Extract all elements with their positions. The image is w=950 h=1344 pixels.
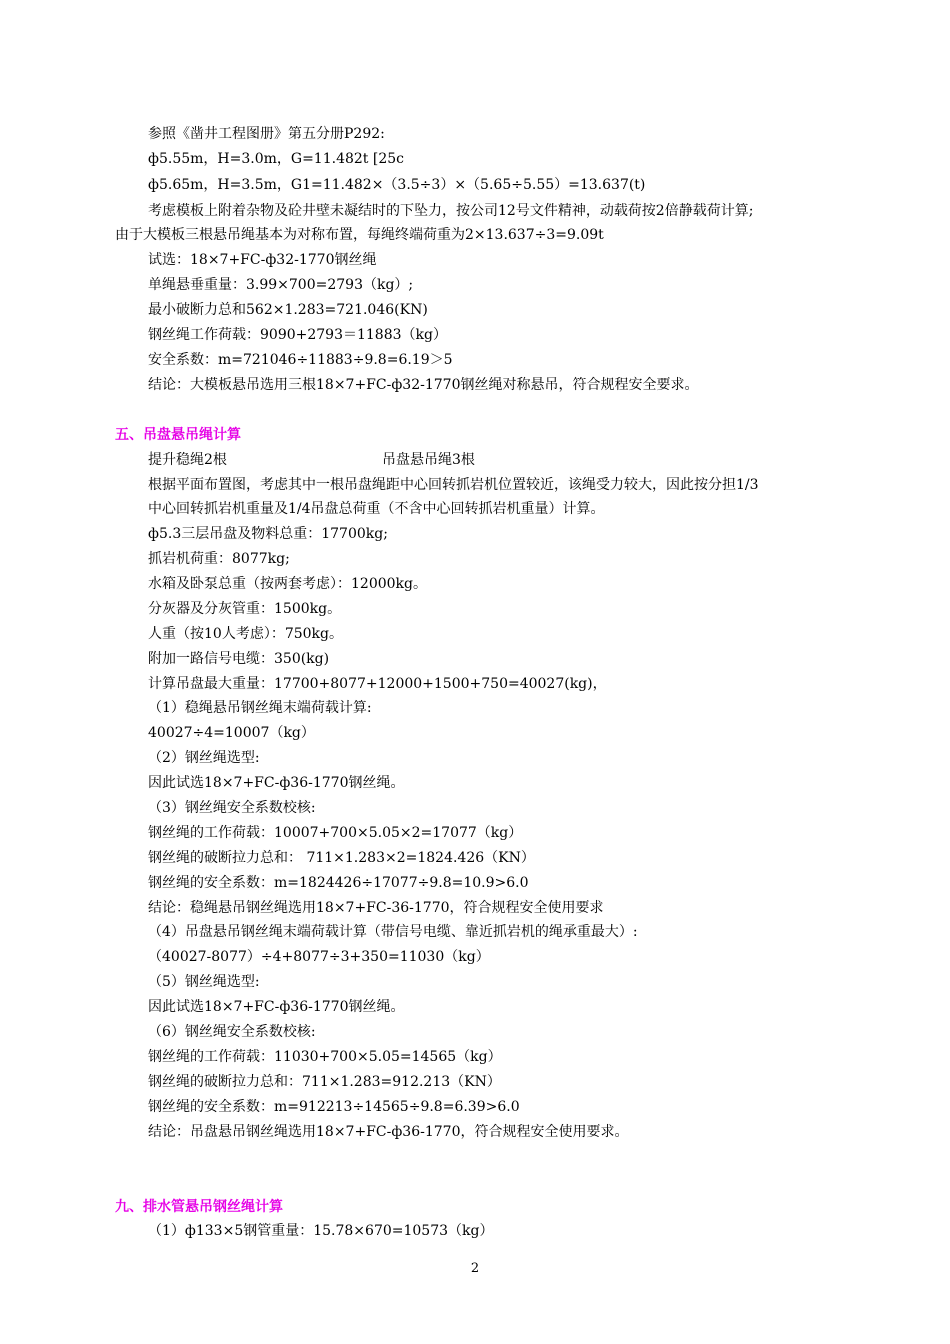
text-line: （1）稳绳悬吊钢丝绳末端荷载计算: [148, 700, 372, 716]
text-line: （3）钢丝绳安全系数校核: [148, 800, 316, 816]
text-line: （4）吊盘悬吊钢丝绳末端荷载计算（带信号电缆、靠近抓岩机的绳承重最大）: [148, 924, 638, 940]
text-line: 考虑模板上附着杂物及砼井壁未凝结时的下坠力，按公司12号文件精神，动载荷按2倍静载荷计算; [148, 203, 754, 219]
text-line: 安全系数：m=721046÷11883÷9.8=6.19＞5 [148, 352, 453, 368]
page-number: 2 [470, 1261, 480, 1276]
text-line: 最小破断力总和562×1.283=721.046(KN) [148, 302, 428, 318]
text-line: 钢丝绳工作荷载：9090+2793＝11883（kg） [148, 327, 447, 343]
text-line: 因此试选18×7+FC-ф36-1770钢丝绳。 [148, 999, 405, 1015]
text-line: 由于大模板三根悬吊绳基本为对称布置，每绳终端荷重为2×13.637÷3=9.09t [115, 227, 604, 243]
text-line: 钢丝绳的工作荷载：11030+700×5.05=14565（kg） [148, 1049, 502, 1065]
text-line: 人重（按10人考虑）：750kg。 [148, 626, 343, 642]
text-line: 抓岩机荷重：8077kg; [148, 551, 290, 567]
text-line: 因此试选18×7+FC-ф36-1770钢丝绳。 [148, 775, 405, 791]
text-line: 40027÷4=10007（kg） [148, 725, 315, 741]
text-line: 水箱及卧泵总重（按两套考虑）：12000kg。 [148, 576, 427, 592]
text-line: 附加一路信号电缆：350(kg) [148, 651, 330, 667]
text-line: 计算吊盘最大重量：17700+8077+12000+1500+750=40027(kg)， [148, 676, 607, 692]
conclusion-line: 结论：吊盘悬吊钢丝绳选用18×7+FC-ф36-1770，符合规程安全使用要求。 [148, 1124, 629, 1140]
text-line: （6）钢丝绳安全系数校核: [148, 1024, 316, 1040]
text-line: 根据平面布置图，考虑其中一根吊盘绳距中心回转抓岩机位置较近，该绳受力较大，因此按分担1/3 [148, 477, 759, 493]
text-line: 钢丝绳的工作荷载：10007+700×5.05×2=17077（kg） [148, 825, 523, 841]
text-line: （2）钢丝绳选型: [148, 750, 260, 766]
text-line: （5）钢丝绳选型: [148, 974, 260, 990]
text-line: 钢丝绳的破断拉力总和：711×1.283=912.213（KN） [148, 1074, 501, 1090]
rope-count-left: 提升稳绳2根 [148, 452, 227, 468]
section-heading: 九、排水管悬吊钢丝绳计算 [115, 1199, 283, 1215]
text-line: （1）ф133×5钢管重量：15.78×670=10573（kg） [148, 1223, 494, 1239]
text-line: 中心回转抓岩机重量及1/4吊盘总荷重（不含中心回转抓岩机重量）计算。 [148, 501, 605, 517]
text-line: （40027-8077）÷4+8077÷3+350=11030（kg） [148, 949, 490, 965]
text-line: 钢丝绳的安全系数：m=1824426÷17077÷9.8=10.9>6.0 [148, 875, 529, 891]
conclusion-line: 结论：稳绳悬吊钢丝绳选用18×7+FC-36-1770，符合规程安全使用要求 [148, 900, 604, 916]
section-heading: 五、吊盘悬吊绳计算 [115, 427, 241, 443]
rope-count-right: 吊盘悬吊绳3根 [382, 452, 475, 468]
text-line: 钢丝绳的安全系数：m=912213÷14565÷9.8=6.39>6.0 [148, 1099, 520, 1115]
text-line: 单绳悬垂重量：3.99×700=2793（kg）; [148, 277, 414, 293]
text-line: 试选：18×7+FC-ф32-1770钢丝绳 [148, 252, 377, 268]
text-line: 分灰器及分灰管重：1500kg。 [148, 601, 342, 617]
text-line: 参照《凿井工程图册》第五分册P292: [148, 126, 385, 142]
text-line: ф5.65m，H=3.5m，G1=11.482×（3.5÷3）×（5.65÷5.55）=13.637(t) [148, 177, 646, 193]
text-line: ф5.3三层吊盘及物料总重：17700kg; [148, 526, 388, 542]
text-line: 钢丝绳的破断拉力总和： 711×1.283×2=1824.426（KN） [148, 850, 535, 866]
conclusion-line: 结论：大模板悬吊选用三根18×7+FC-ф32-1770钢丝绳对称悬吊，符合规程安全要求。 [148, 377, 699, 393]
text-line: ф5.55m，H=3.0m，G=11.482t [25c [148, 151, 404, 167]
